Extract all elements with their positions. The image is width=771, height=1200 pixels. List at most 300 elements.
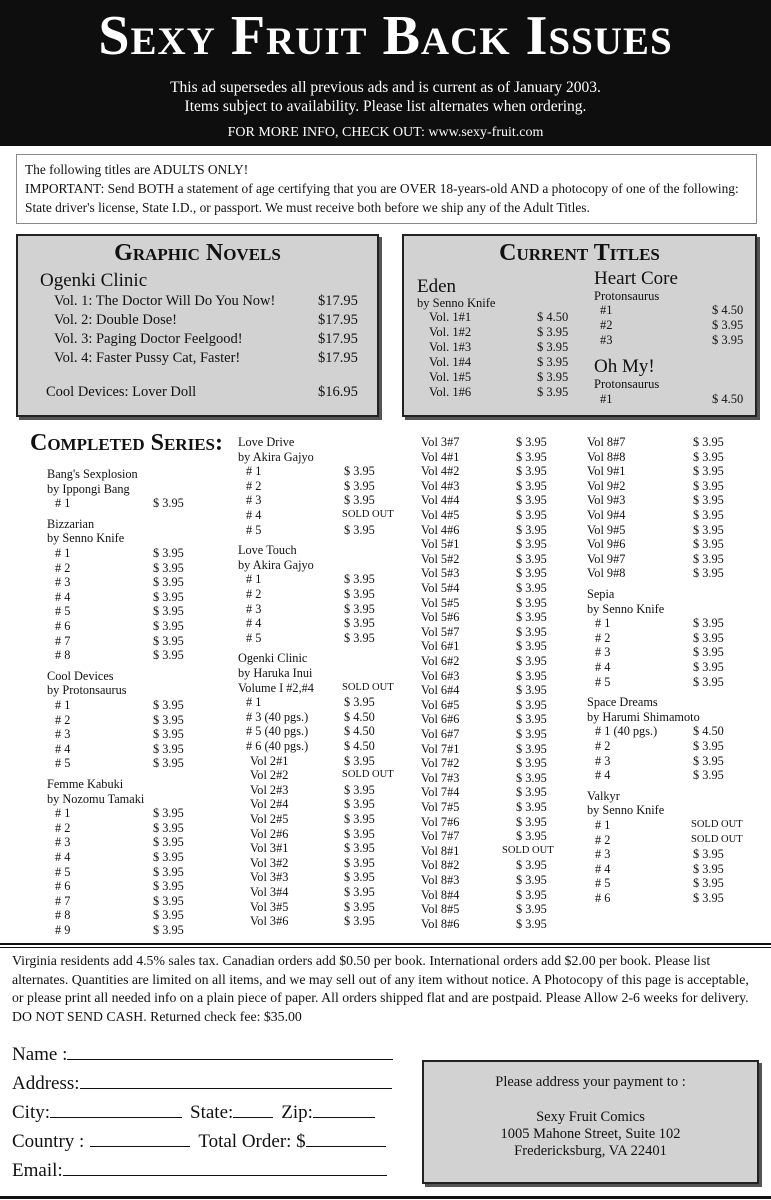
item-label: Vol 7#3 [421,770,460,785]
payment-street: 1005 Mahone Street, Suite 102 [500,1126,681,1142]
item-price: $ 3.95 [516,478,547,493]
item-label: # 8 [55,908,71,923]
graphic-novels-series: Ogenki Clinic [40,270,148,291]
item-label: # 7 [55,633,71,648]
payment-heading: Please address your payment to : [495,1074,686,1090]
item-price: $16.95 [318,384,358,400]
series-heading [47,777,123,792]
list-item [238,587,375,602]
item-price: $ 3.95 [516,741,547,756]
list-item [600,318,770,333]
item-price: SOLD OUT [502,844,554,856]
series-heading [587,789,620,804]
list-item [587,449,724,465]
item-price: $17.95 [318,350,358,366]
item-label: # 6 (40 pgs.) [246,739,309,753]
list-item [238,797,375,812]
list-item [587,551,724,567]
total-line[interactable] [306,1131,386,1147]
series-text: by Senno Knife [587,803,665,818]
item-label: # 3 [595,753,611,768]
list-item [421,697,547,713]
item-price: $ 3.95 [153,712,184,727]
list-item [238,601,375,617]
series-text: by Akira Gajyo [238,557,314,572]
item-label: Vol 8#2 [421,858,460,873]
list-item [238,680,394,696]
list-item [238,630,375,646]
series-heading [238,450,314,465]
email-line[interactable] [63,1160,387,1176]
list-item [587,522,724,538]
item-price: $ 3.95 [693,768,724,783]
item-price: $ 3.95 [153,820,184,835]
item-label: Vol 2#1 [250,753,289,768]
item-label: # 2 [55,820,71,835]
series-text: Bang's Sexplosion [47,467,138,481]
item-label: Vol 9#5 [587,522,626,537]
country-label: Country : [12,1131,85,1152]
item-price: $ 3.95 [693,861,724,876]
item-price: $ 3.95 [153,619,184,633]
item-label: # 3 [246,493,262,508]
item-price: $ 3.95 [153,589,184,604]
item-label: # 1 [595,818,611,832]
item-label: # 2 [246,587,262,601]
item-price: $ 3.95 [693,478,724,493]
list-item [421,727,547,742]
item-price: $ 4.50 [344,724,375,739]
item-price: $ 3.95 [516,800,547,814]
item-price: $ 3.95 [344,464,375,479]
series-heading [587,602,664,617]
item-price: $ 3.95 [344,616,375,631]
series-heading [587,587,614,602]
list-item [421,478,547,494]
item-price: $ 3.95 [153,741,184,756]
item-price: $ 3.95 [344,753,375,768]
item-label: Vol 3#7 [421,435,460,449]
item-price: $ 3.95 [537,385,569,399]
item-label: # 2 [595,630,611,645]
state-line[interactable] [233,1102,273,1118]
item-label: Vol 6#4 [421,683,460,698]
list-item [238,508,394,523]
list-item [587,566,724,581]
list-item [47,741,184,757]
list-item [47,806,184,821]
item-price: $ 3.95 [153,546,184,560]
series-text: by Akira Gajyo [238,449,314,464]
item-price: $ 3.95 [516,858,547,873]
item-price: $ 3.95 [516,639,547,654]
name-label: Name : [12,1044,68,1065]
item-label: Vol 9#6 [587,537,626,552]
item-price: $ 3.95 [153,496,184,511]
series-heading [238,558,314,573]
list-item [421,551,547,567]
graphic-novels-title: Graphic Novels [114,240,281,266]
item-label: Vol 9#7 [587,551,626,566]
series-heading [47,531,124,546]
item-price: $ 3.95 [516,727,547,741]
item-label: Vol. 1#4 [429,355,472,369]
list-item [421,668,547,684]
series-heading [47,683,127,698]
item-label: # 4 [246,616,262,631]
item-label: Vol 3#4 [250,885,289,899]
item-label: #1 [600,303,613,317]
item-label: Vol 4#4 [421,493,460,508]
item-label: # 5 [246,630,262,645]
item-label: # 4 [595,861,611,876]
completed-series-title: Completed Series: [30,430,223,456]
item-price: $ 3.95 [153,850,184,864]
address-field[interactable] [12,1073,392,1095]
item-price: $ 3.95 [516,902,547,917]
series-name: Eden [417,276,457,297]
series-heading [587,695,658,710]
item-label: Vol 3#6 [250,914,289,929]
list-item [238,782,375,798]
payment-name: Sexy Fruit Comics [536,1109,645,1125]
item-label: # 4 [55,741,71,756]
city-line[interactable] [50,1102,182,1118]
item-label: Vol 5#1 [421,537,460,552]
item-label: Vol 4#2 [421,464,460,479]
series-text: Cool Devices [47,668,114,683]
item-price: $ 3.95 [344,522,375,537]
list-item [421,770,547,786]
list-item [421,464,547,479]
item-label: # 1 [55,806,71,821]
item-label: Vol. 1#6 [429,385,472,399]
list-item [429,355,599,370]
series-text: Valkyr [587,788,620,803]
item-price: $ 4.50 [344,739,375,753]
city-state-zip-row [12,1102,375,1124]
item-label: Vol 9#4 [587,508,626,522]
list-item [587,493,724,508]
item-label: Vol 3#5 [250,899,289,914]
item-price: $ 3.95 [516,551,547,566]
item-price: $ 3.95 [516,493,547,508]
list-item [238,616,375,631]
list-item [238,493,375,508]
item-label: Vol 5#2 [421,551,460,566]
item-price: $ 3.95 [516,697,547,712]
list-item [587,660,724,675]
list-item [47,604,184,619]
item-price: $ 3.95 [712,318,744,332]
email-label: Email: [12,1160,63,1181]
list-item [421,785,547,800]
item-price: $ 3.95 [344,478,375,493]
item-price: $ 3.95 [153,806,184,821]
item-label: # 3 [55,575,71,590]
item-price: $ 3.95 [344,782,375,797]
item-price: $ 3.95 [153,648,184,663]
item-price: $ 3.95 [153,633,184,648]
list-item [587,616,724,631]
list-item [587,645,724,660]
item-price: $ 3.95 [516,610,547,625]
series-text: Femme Kabuki [47,777,124,791]
list-item [47,648,184,663]
order-terms: Virginia residents add 4.5% sales tax. Canadian orders add $0.50 per book. International orders add $2.00 per book. Please list alternates. Quantities are limited on all items, and we may sell out of any item without notice. A Photocopy of this page is acceptable, or please print all needed info on a plain piece of paper. All orders shipped flat and are postpaid. Please Allow 2-6 weeks for delivery. DO NOT SEND CASH. Returned check fee: $35.00 [12,953,749,1024]
item-price: $ 3.95 [153,604,184,619]
email-field[interactable] [12,1160,387,1182]
list-item [238,826,375,842]
series-author: Protonsaurus [594,377,660,391]
series-heading [47,482,130,497]
header-line-2: Items subject to availability. Please list alternates when ordering. [184,98,587,115]
item-label: Vol 5#6 [421,610,460,625]
item-label: # 5 (40 pgs.) [246,724,309,739]
item-label: Vol 8#3 [421,873,460,887]
item-label: Vol 9#8 [587,566,626,581]
list-item [587,768,724,783]
item-price: $ 3.95 [693,674,724,689]
list-item [587,753,724,769]
item-price: $ 3.95 [153,560,184,575]
item-price: $ 3.95 [153,893,184,908]
list-item [47,727,184,742]
item-label: # 3 (40 pgs.) [246,709,309,724]
item-price: $ 3.95 [153,923,184,937]
item-price: $ 3.95 [516,435,547,449]
item-label: Vol 5#3 [421,566,460,581]
item-label: Vol. 1#2 [429,325,472,339]
item-price: $ 3.95 [693,449,724,464]
name-line[interactable] [67,1044,393,1060]
list-item [587,435,724,450]
list-item [238,724,375,739]
item-price: $ 3.95 [153,908,184,923]
item-price: $ 3.95 [693,537,724,552]
list-item [429,325,599,340]
header-notice [0,78,771,116]
header-line-1: This ad supersedes all previous ads and is current as of January 2003. [170,79,601,96]
current-titles-box [402,234,757,417]
item-price: $ 3.95 [693,739,724,753]
series-heading [587,710,700,725]
item-price: $ 3.95 [516,829,547,844]
series-text: by Haruka Inui [238,666,313,680]
list-item [238,753,375,769]
list-item [46,384,356,401]
item-price: $ 3.95 [153,575,184,590]
list-item [47,820,184,836]
item-label: # 2 [246,478,262,493]
item-price: $ 3.95 [344,899,375,914]
item-label: Vol 7#5 [421,800,460,814]
item-price: $ 3.95 [693,630,724,645]
list-item [421,624,547,640]
item-price: $ 3.95 [153,727,184,742]
series-text: by Senno Knife [587,601,665,616]
list-item [238,885,375,900]
item-price: $17.95 [318,312,358,328]
list-item [238,899,375,915]
list-item [47,835,184,850]
item-price: $ 3.95 [516,916,547,931]
series-text: by Harumi Shimamoto [587,709,700,724]
list-item [54,293,364,310]
list-item [54,331,364,348]
list-item [421,756,547,771]
item-label: Vol 8#8 [587,449,626,464]
list-item [54,312,364,329]
list-item [421,873,547,888]
item-label: Vol 8#6 [421,916,460,931]
item-price: $ 3.95 [153,698,184,712]
list-item [429,385,599,400]
item-price: $ 3.95 [693,464,724,479]
item-price: $17.95 [318,293,358,309]
item-label: # 4 [246,508,262,522]
item-label: # 4 [55,589,71,604]
list-item [587,537,724,552]
address-line[interactable] [80,1073,392,1089]
item-price: $ 3.95 [344,914,375,929]
list-item [238,478,375,494]
series-author: Protonsaurus [594,289,660,303]
list-item [421,566,547,581]
item-label: # 6 [55,619,71,633]
list-item [47,923,184,938]
item-price: $ 3.95 [693,508,724,522]
item-price: $ 3.95 [516,756,547,771]
item-price: $ 3.95 [516,449,547,464]
city-label: City: [12,1102,51,1123]
list-item [587,674,724,690]
item-label: Vol 5#7 [421,624,460,639]
list-item [47,893,184,909]
list-item [421,449,547,465]
list-item [587,630,724,646]
item-price: $ 3.95 [693,876,724,891]
item-price: $ 3.95 [516,770,547,785]
list-item [421,712,547,727]
item-price: $ 3.95 [693,847,724,862]
item-label: Vol 9#1 [587,464,626,479]
item-price: $ 4.50 [344,709,375,724]
item-label: # 1 [246,695,262,710]
item-price: SOLD OUT [342,769,394,781]
series-name: Heart Core [594,268,678,289]
total-label: Total Order: $ [198,1131,306,1152]
item-price: $ 3.95 [693,522,724,537]
item-price: $ 3.95 [537,325,569,339]
item-price: SOLD OUT [342,681,394,693]
payment-city: Fredericksburg, VA 22401 [514,1143,667,1159]
item-price: $ 3.95 [516,508,547,522]
item-label: # 1 [246,572,262,587]
item-price: $ 3.95 [516,712,547,727]
list-item [47,698,184,713]
item-label: Vol. 2: Double Dose! [54,312,177,328]
list-item [238,572,375,587]
current-titles-title: Current Titles [499,240,660,266]
list-item [421,843,554,859]
item-label: Vol 5#4 [421,581,460,595]
country-total-row [12,1131,386,1153]
list-item [421,435,547,450]
item-price: $ 3.95 [344,572,375,587]
item-label: # 5 [55,604,71,619]
item-price: $ 3.95 [344,870,375,885]
item-price: $ 4.50 [712,392,744,406]
series-text: Love Touch [238,543,297,558]
item-label: # 4 [595,660,611,674]
list-item [421,493,547,508]
item-price: $ 3.95 [693,493,724,508]
item-label: Vol. 1#3 [429,340,472,354]
series-text: Love Drive [238,435,295,449]
series-name: Oh My! [594,356,655,377]
series-heading [47,669,114,684]
item-label: # 2 [595,832,611,847]
item-price: SOLD OUT [342,509,394,520]
item-price: $ 3.95 [693,435,724,449]
series-heading [238,666,312,681]
list-item [47,864,184,880]
zip-line[interactable] [313,1102,375,1118]
item-label: Vol 8#4 [421,887,460,902]
series-heading [238,543,297,558]
name-field[interactable] [12,1044,393,1066]
item-label: Vol. 4: Faster Pussy Cat, Faster! [54,350,241,366]
list-item [587,464,724,479]
item-label: Vol 2#4 [250,797,289,812]
zip-label: Zip: [281,1102,313,1123]
payment-address-box [422,1060,759,1184]
item-label: # 5 [55,864,71,879]
list-item [238,709,375,725]
item-label: Vol 9#3 [587,493,626,508]
list-item [429,370,599,385]
list-item [421,902,547,917]
series-text: by Protonsaurus [47,683,127,698]
item-label: # 5 [246,522,262,537]
item-label: # 5 [595,674,611,689]
item-label: Vol 2#5 [250,812,289,826]
item-label: Vol 2#2 [250,768,289,783]
item-price: $ 3.95 [344,630,375,645]
item-price: $ 3.95 [153,835,184,850]
address-label: Address: [12,1073,80,1094]
item-price: $ 3.95 [516,814,547,829]
item-label: #1 [600,392,613,406]
item-price: $ 3.95 [344,812,375,826]
divider [0,947,771,948]
item-price: $ 4.50 [693,724,724,739]
series-text: Bizzarian [47,516,95,531]
item-price: $ 3.95 [344,826,375,841]
series-heading [47,517,94,532]
warning-line-2: IMPORTANT: Send BOTH a statement of age certifying that you are OVER 18-years-old AND a photocopy of one of the following: State driver's license, State I.D., or passport. We must receive both before we ship any of the Adult Titles. [25,181,739,215]
divider [0,943,771,945]
list-item [587,478,724,494]
item-label: # 1 [55,546,71,560]
item-label: Volume I #2,#4 [238,680,314,695]
item-label: # 2 [595,739,611,753]
item-label: #2 [600,318,613,332]
item-label: Vol. 3: Paging Doctor Feelgood! [54,331,243,347]
list-item [238,855,375,871]
country-line[interactable] [90,1131,190,1147]
